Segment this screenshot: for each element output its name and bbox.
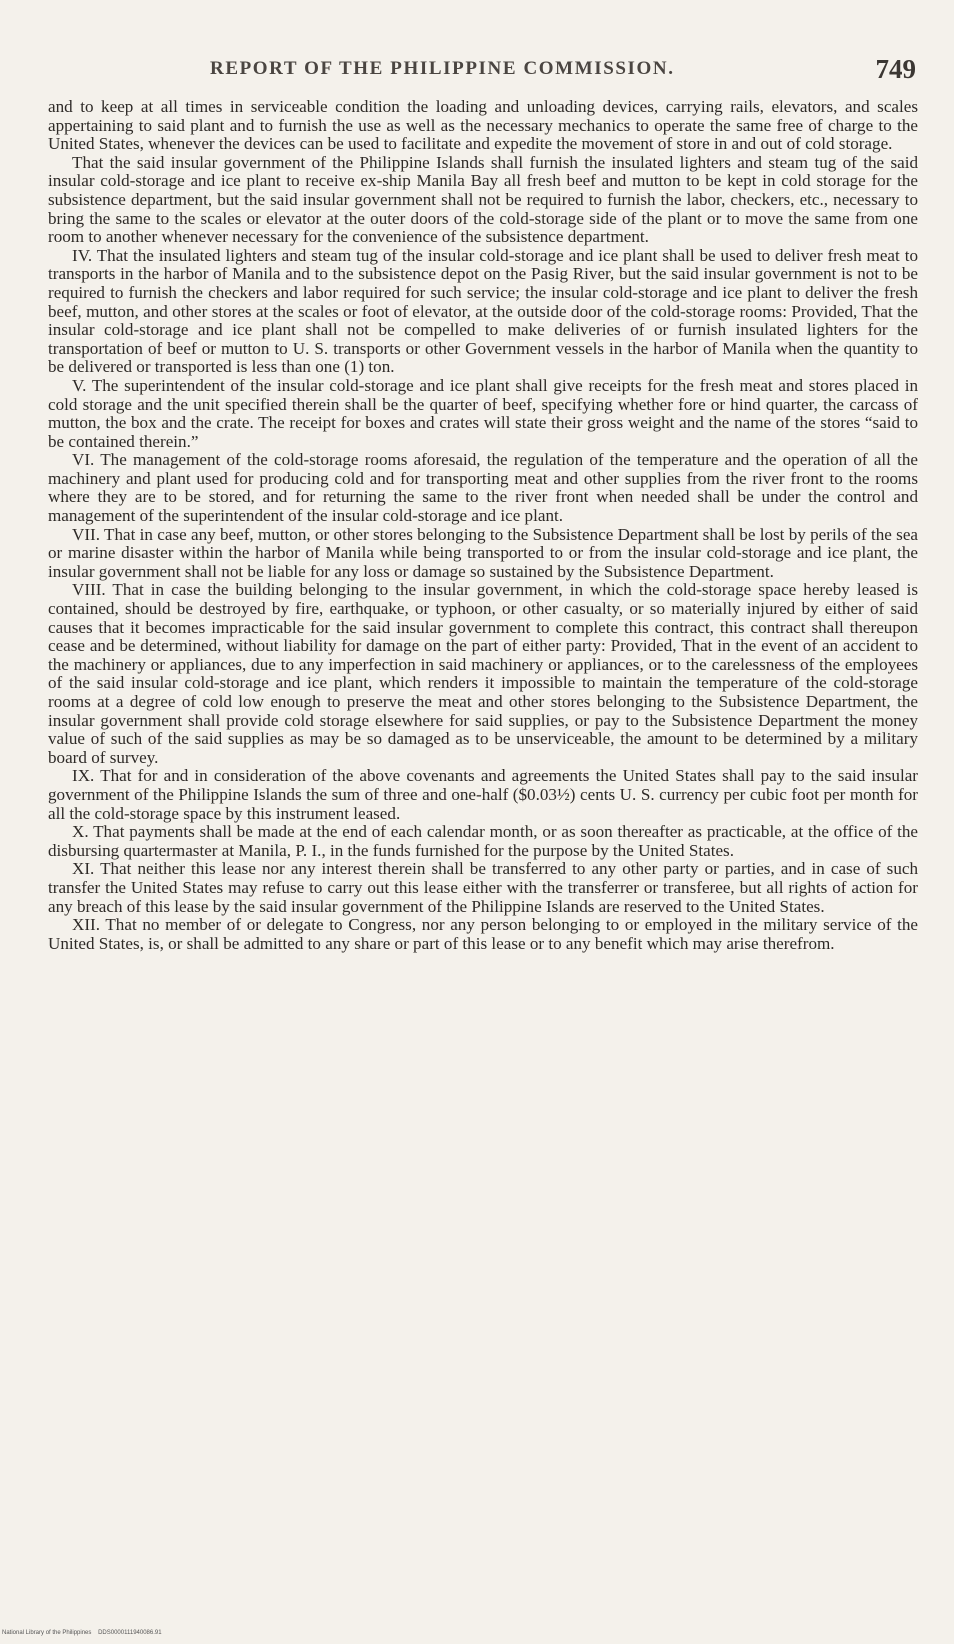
footer-library: National Library of the Philippines (2, 1630, 92, 1636)
paragraph-continuation: and to keep at all times in serviceable condition the loading and unloading devices, carrying rails, elevators, and scales appertaining to said plant and to furnish the use as well as the necessary mechanics to operate the same free of charge to the United States, whenever the devices can be used to facilitate and expedite the movement of store in and out of cold storage. (48, 97, 918, 154)
paragraph-xi: XI. That neither this lease nor any interest therein shall be transferred to any other party or parties, and in case of such transfer the United States may refuse to carry out this lease either with the transferrer or transferee, but all rights of action for any breach of this lease by the said insular government of the Philippine Islands are reserved to the United States. (48, 859, 918, 916)
footer-record-id: DDS0000111940086.91 (98, 1630, 162, 1636)
paragraph-v: V. The superintendent of the insular cold-storage and ice plant shall give receipts for the fresh meat and stores placed in cold storage and the unit specified therein shall be the quarter of beef, specifying whether fore or hind quarter, the carcass of mutton, the box and the crate. The receipt for boxes and crates will state their gross weight and the name of the stores “said to be contained therein.” (48, 375, 918, 451)
paragraph-viii: VIII. That in case the building belonging to the insular government, in which the cold-storage space hereby leased is contained, should be destroyed by fire, earthquake, or typhoon, or other casualty, or so materially injured by either of said causes that it becomes impracticable for the said insular government to complete this contract, this contract shall thereupon cease and be determined, without liability for damage on the part of either party: Provided, That in the event of an accident to the machinery or appliances, due to any imperfection in said machinery or appliances, or to the carelessness of the employees of the said insular cold-storage and ice plant, which renders it impossible to maintain the temperature of the cold-storage rooms at a degree of cold low enough to preserve the meat and other stores belonging to the Subsistence Department, the insular government shall provide cold storage elsewhere for said supplies, or pay to the Subsistence Department the money value of such of the said supplies as may be so damaged as to be unserviceable, the amount to be determined by a military board of survey. (48, 580, 918, 767)
paragraph-ix: IX. That for and in consideration of the above covenants and agreements the United States shall pay to the said insular government of the Philippine Islands the sum of three and one-half ($0.03½) cents U. S. currency per cubic foot per month for all the cold-storage space by this instrument leased. (48, 766, 918, 823)
page-number: 749 (875, 54, 916, 84)
paragraph-vi: VI. The management of the cold-storage rooms aforesaid, the regulation of the temperature and the operation of all the machinery and plant used for producing cold and for transporting meat and other supplies from the river front to the rooms where they are to be stored, and for returning the same to the river front when needed shall be under the control and management of the superintendent of the insular cold-storage and ice plant. (48, 450, 918, 526)
paragraph-lighters: That the said insular government of the Philippine Islands shall furnish the insulated lighters and steam tug of the said insular cold-storage and ice plant to receive ex-ship Manila Bay all fresh beef and mutton to be kept in cold storage for the subsistence department, but the said insular government shall not be required to furnish the labor, checkers, etc., necessary to bring the same to the scales or elevator at the outer doors of the cold-storage side of the plant or to move the same from one room to another whenever necessary for the convenience of the subsistence department. (48, 152, 918, 247)
paragraph-xii: XII. That no member of or delegate to Congress, nor any person belonging to or employed in the military service of the United States, is, or shall be admitted to any share or part of this lease or to any benefit which may arise therefrom. (48, 915, 918, 953)
paragraph-vii: VII. That in case any beef, mutton, or other stores belonging to the Subsistence Department shall be lost by perils of the sea or marine disaster within the harbor of Manila while being transported to or from the insular cold-storage and ice plant, the insular government shall not be liable for any loss or damage so sustained by the Subsistence Department. (48, 524, 918, 581)
body-text (48, 98, 918, 953)
header-title: REPORT OF THE PHILIPPINE COMMISSION. (210, 58, 675, 79)
paragraph-iv: IV. That the insulated lighters and steam tug of the insular cold-storage and ice plant shall be used to deliver fresh meat to transports in the harbor of Manila and to the subsistence depot on the Pasig River, but the said insular government is not to be required to furnish the checkers and labor required for such service; the insular cold-storage and ice plant to deliver the fresh beef, mutton, and other stores at the scales or foot of elevator, at the outside door of the cold-storage rooms: Provided, That the insular cold-storage and ice plant shall not be compelled to make deliveries of or furnish insulated lighters for the transportation of beef or mutton to U. S. transports or other Government vessels in the harbor of Manila when the quantity to be delivered or transported is less than one (1) ton. (48, 245, 918, 377)
paragraph-x: X. That payments shall be made at the end of each calendar month, or as soon thereafter as practicable, at the office of the disbursing quartermaster at Manila, P. I., in the funds furnished for the purpose by the United States. (48, 822, 918, 860)
running-header (46, 54, 920, 88)
scan-footer (2, 1630, 162, 1636)
